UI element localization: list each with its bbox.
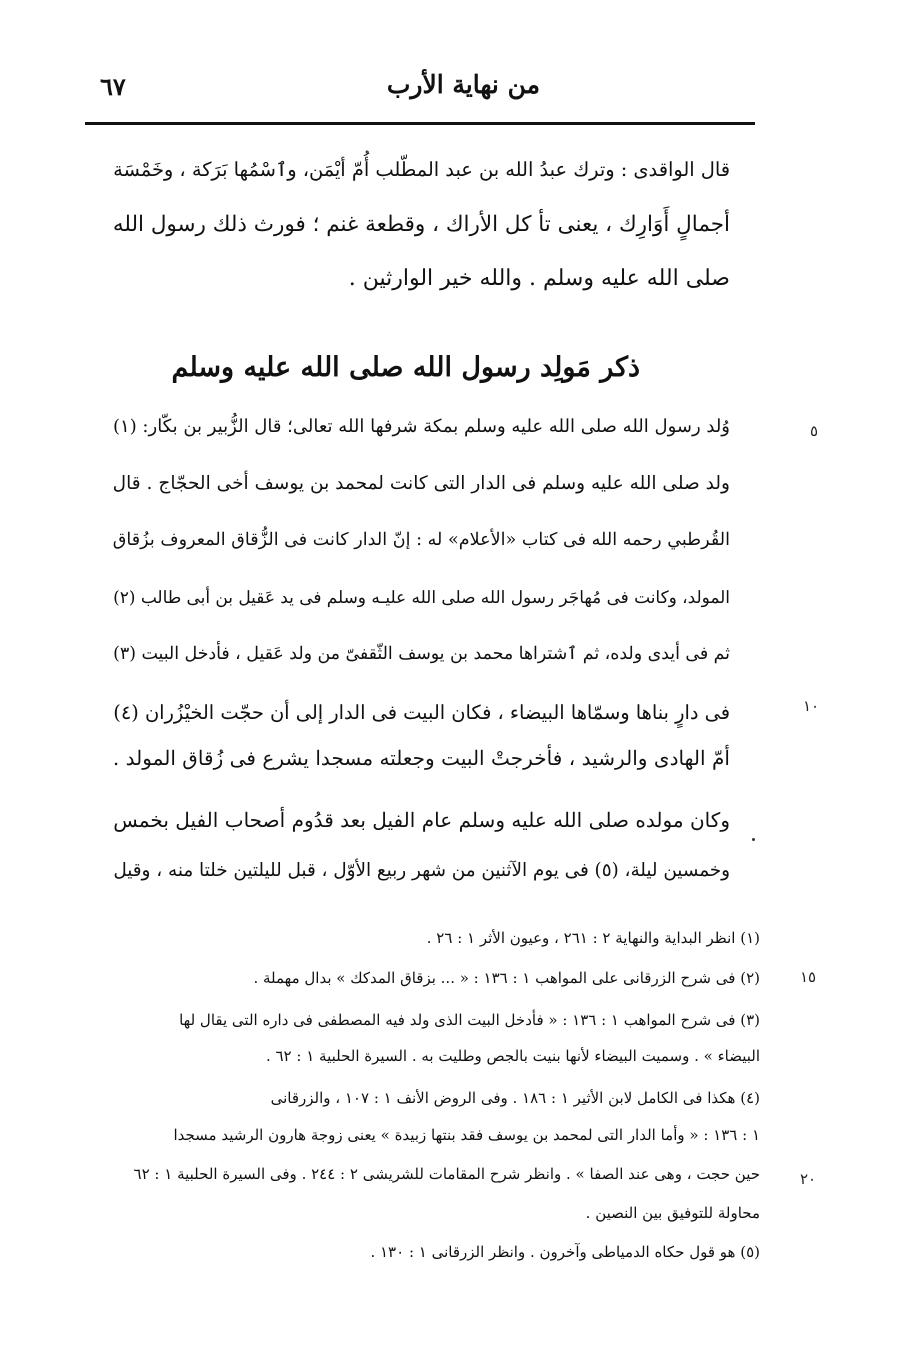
margin-line-number: ٥ xyxy=(810,422,819,440)
footnote-line: (٥) هو قول حكاه الدمياطى وآخرون . وانظر الزرقانى ١ : ١٣٠ . xyxy=(370,1243,760,1261)
text-line: فى دارٍ بناها وسمّاها البيضاء ، فكان البيت فى الدار إلى أن حجّت الخيْزُران (٤) xyxy=(113,701,730,724)
text-line: ولد صلى الله عليه وسلم فى الدار التى كانت لمحمد بن يوسف أخى الحجّاج . قال xyxy=(112,473,730,494)
footnote-line: حين حجت ، وهى عند الصفا » . وانظر شرح المقامات للشريشى ٢ : ٢٤٤ . وفى السيرة الحلبية ١ : ٦٢ xyxy=(133,1165,760,1183)
footnote-line: البيضاء » . وسميت البيضاء لأنها بنيت بالجص وطليت به . السيرة الحلبية ١ : ٦٢ . xyxy=(265,1047,760,1065)
text-line: القُرطبي رحمه الله فى كتاب «الأعلام» له : إنّ الدار كانت فى الزُّقاق المعروف بزُقاق xyxy=(112,530,730,550)
footnote-line: محاولة للتوفيق بين النصين . xyxy=(585,1204,760,1222)
main-paragraph xyxy=(100,408,730,788)
footnote-line: (٣) فى شرح المواهب ١ : ١٣٦ : « فأدخل البيت الذى ولد فيه المصطفى فى داره التى يقال لها xyxy=(179,1011,760,1029)
footnote-line: ١ : ١٣٦ : « وأما الدار التى لمحمد بن يوسف فقد بنتها زبيدة » يعنى زوجة هارون الرشيد مسجدا xyxy=(173,1126,760,1144)
footnote-line: (٢) فى شرح الزرقانى على المواهب ١ : ١٣٦ : « ... بزقاق المدكك » بدال مهملة . xyxy=(253,969,760,987)
text-line: ثم فى أيدى ولده، ثم ٱشتراها محمد بن يوسف الثّقفىّ من ولد عَقيل ، فأدخل البيت (٣) xyxy=(113,644,730,664)
text-line: المولد، وكانت فى مُهاجَر رسول الله صلى الله عليـه وسلم فى يد عَقيل بن أبى طالب (٢) xyxy=(113,587,730,607)
text-line: قال الواقدى : وترك عبدُ الله بن عبد المطّلب أُمّ أيْمَن، وٱسْمُها بَرَكة ، وخَمْسَة xyxy=(113,158,730,181)
header-rule xyxy=(85,122,755,125)
footnotes xyxy=(100,925,760,1285)
text-line: وكان مولده صلى الله عليه وسلم عام الفيل بعد قدُوم أصحاب الفيل بخمس xyxy=(113,808,730,832)
page-header xyxy=(85,70,755,116)
section-heading: ذكر مَولِد رسول الله صلى الله عليه وسلم xyxy=(171,352,640,383)
text-line: أمّ الهادى والرشيد ، فأخرجتْ البيت وجعلته مسجدا يشرع فى زُقاق المولد . xyxy=(112,746,730,770)
margin-line-number: ٢٠ xyxy=(800,1170,817,1188)
margin-line-number: ١٠ xyxy=(803,697,820,715)
page-number: ٦٧ xyxy=(100,72,126,101)
text-line: وخمسين ليلة، (٥) فى يوم الآثنين من شهر ربيع الأوّل ، قبل لليلتين خلتا منه ، وقيل xyxy=(113,860,730,881)
text-line: وُلد رسول الله صلى الله عليه وسلم بمكة شرفها الله تعالى؛ قال الزُّبير بن بكّار: (١) xyxy=(112,416,730,437)
text-line: صلى الله عليه وسلم . والله خير الوارثين . xyxy=(348,266,730,291)
text-line: أجمالٍ أَوَارِك ، يعنى تأ كل الأراك ، وقطعة غنم ؛ فورث ذلك رسول الله xyxy=(112,212,730,237)
running-title: من نهاية الأرب xyxy=(386,70,540,99)
second-paragraph xyxy=(100,800,730,900)
footnote-line: (٤) هكذا فى الكامل لابن الأثير ١ : ١٨٦ . وفى الروض الأنف ١ : ١٠٧ ، والزرقانى xyxy=(270,1089,760,1107)
intro-paragraph xyxy=(100,150,730,310)
print-speck xyxy=(752,838,755,841)
margin-line-number: ١٥ xyxy=(800,968,817,986)
footnote-line: (١) انظر البداية والنهاية ٢ : ٢٦١ ، وعيون الأثر ١ : ٢٦ . xyxy=(426,929,760,947)
